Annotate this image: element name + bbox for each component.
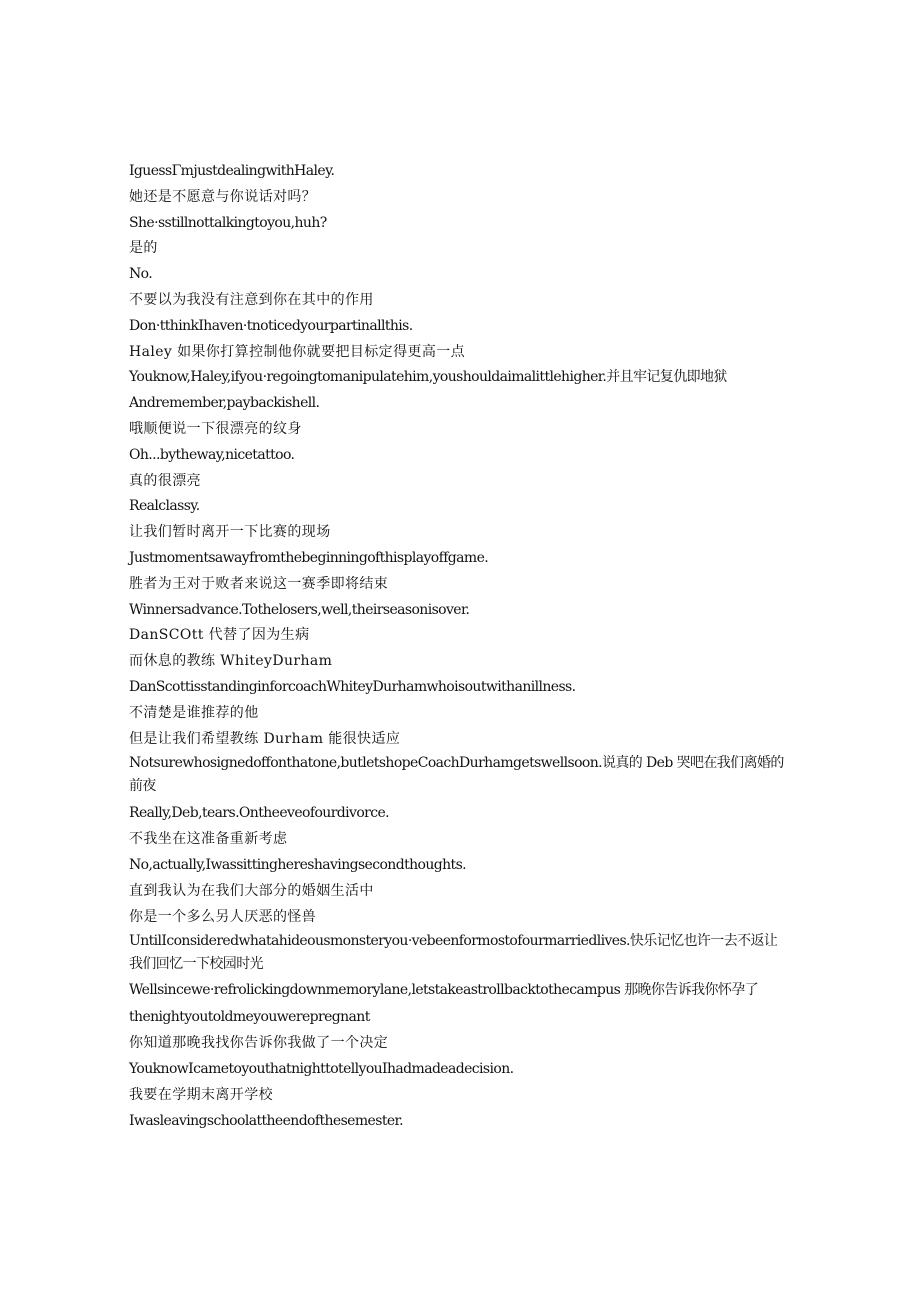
text-line-en: Iwasleavingschoolattheendofthesemester. (129, 1112, 403, 1129)
text-line-zh: Haley 如果你打算控制他你就要把目标定得更高一点 (129, 343, 466, 360)
text-line-zh: 让我们暂时离开一下比赛的现场 (129, 524, 331, 541)
text-line-zh: 不清楚是谁推荐的他 (129, 704, 259, 721)
text-line-zh: DanSCOtt 代替了因为生病 (129, 627, 310, 644)
text-line-en: No,actually,Iwassittinghereshavingsecondthoughts. (129, 856, 467, 873)
text-line-en: YouknowIcametoyouthatnighttotellyouIhadmadeadecision. (129, 1060, 514, 1077)
text-line-en: Realclassy. (129, 498, 200, 515)
text-line-mixed: Wellsincewe·refrolickingdownmemorylane,letstakeastrollbacktothecampus 那晚你告诉我你怀孕了 (129, 982, 759, 999)
text-line-zh: 哦顺便说一下很漂亮的纹身 (129, 420, 302, 437)
text-line-en: Youknow,Haley,ifyou·regoingtomanipulatehim,youshouldaimalittlehigher.并且牢记复仇即地狱 (129, 369, 727, 386)
text-line-en: DanScottisstandinginforcoachWhiteyDurhamwhoisoutwithanillness. (129, 678, 576, 695)
text-line-zh: 不要以为我没有注意到你在其中的作用 (129, 291, 374, 308)
text-line-zh: 我要在学期末离开学校 (129, 1086, 273, 1103)
text-line-zh: 不我坐在这准备重新考虑 (129, 831, 288, 848)
text-line-en: Justmomentsawayfromthebeginningofthisplayoffgame. (129, 549, 489, 566)
text-line-mixed: UntilIconsideredwhatahideousmonsteryou·vebeenformostofourmarriedlives.快乐记忆也许一去不返让我们回忆一下校园时光 (129, 933, 778, 973)
text-line-zh: 胜者为王对于败者来说这一赛季即将结束 (129, 575, 389, 592)
text-line-en: Andremember,paybackishell. (129, 395, 320, 412)
text-line-en: Don·tthinkIhaven·tnoticedyourpartinallthis. (129, 317, 413, 334)
text-line-mixed: Notsurewhosignedoffonthatone,butletshopeCoachDurhamgetswellsoon.说真的 Deb 哭吧在我们离婚的前夜 (129, 755, 784, 795)
text-line-zh: 你知道那晚我找你告诉你我做了一个决定 (129, 1035, 389, 1052)
text-line-zh: 真的很漂亮 (129, 472, 201, 489)
text-line-en: Winnersadvance.Tothelosers,well,theirseasonisover. (129, 601, 470, 618)
text-line-zh: 直到我认为在我们大部分的婚姻生活中 (129, 882, 374, 899)
text-line-en: Oh...bytheway,nicetattoo. (129, 446, 295, 463)
text-line-zh: 你是一个多么另人厌恶的怪兽 (129, 908, 317, 925)
document-body (129, 159, 784, 1134)
text-line-en: No. (129, 266, 153, 283)
text-line-en: IguessΓmjustdealingwithHaley. (129, 163, 335, 179)
text-line-zh: 但是让我们希望教练 Durham 能很快适应 (129, 730, 401, 747)
text-line-en: She·sstillnottalkingtoyou,huh? (129, 214, 327, 231)
text-line-zh: 而休息的教练 WhiteyDurham (129, 653, 333, 670)
text-line-zh: 是的 (129, 240, 158, 257)
text-line-en: thenightyoutoldmeyouwerepregnant (129, 1009, 370, 1026)
text-line-en: Really,Deb,tears.Ontheeveofourdivorce. (129, 805, 390, 822)
text-line-zh: 她还是不愿意与你说话对吗？ (129, 188, 317, 205)
